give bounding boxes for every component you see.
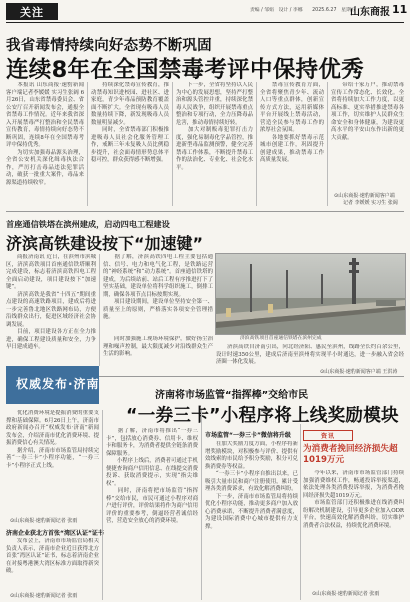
story1-body-col2: 持续深化禁毒宣传教育，推动禁毒知识进校园、进社区、进家庭，青少年毒品预防教育覆盖面不断扩大。全省现有吸毒人员数量持续下降，新发现吸毒人员数量明显减少。 同时，全省禁毒部门积极推进吸毒人员社会化服务管理工作，戒断三年未复吸人员比例稳步提升，社会面毒情形势总体平稳可控，群众获得感不断增强。	[91, 82, 169, 163]
story1-body-col5: 带给千家万户，推动禁毒宣传工作常态化、长效化。全省将持续加大工作力度，以更高标准、更实举措推进禁毒各项工作，切实维护人民群众生命安全和身体健康，为建设更高水平的平安山东作出新的更大贡献。	[331, 82, 404, 141]
story1-body-col3: 下一步，全省将坚持以人民为中心的发展思想，坚持严打整治和源头管控并重，持续深化禁毒人民战争，组织开展禁毒重点整治和专项行动，全力压降毒品危害，推动毒情持续好转。 加大对制贩毒犯罪打击力度，强化易制毒化学品管控，推进新型毒品监测预警，健全完善禁毒工作体系，不断提升禁毒工作的法治化、专业化、社会化水平。	[176, 82, 253, 171]
story2-body-col2b: 同时加强施工现场环境保护，做好扬尘治理和噪声控制，最大限度减少对沿线群众生产生活的影响。	[103, 336, 213, 357]
railway-photo-caption: 济滨高铁项目首座通信铁塔在滨州完成	[240, 336, 322, 341]
story3-kicker: 济南将市场监管“指挥棒”交给市民	[155, 390, 309, 401]
section-tag-label: 权威发布·济南	[16, 377, 100, 391]
sidebar-tag: 资讯	[303, 430, 353, 441]
story3-left-body2: 发布会上，济南市市场监管局相关负责人表示，济南市企业近日获得北方首张“湾区认证”证书，标志着济南企业在对接粤港澳大湾区标准方面取得新突破。	[6, 538, 99, 574]
story3-left-body: 优化消费环境是提振消费的重要支撑和基础保障。6月26日上午，济南市政府新闻办召开“权威发布·济南”新闻发布会，介绍济南市优化消费环境、提振消费信心有关情况。 据介绍，济南市市场监管局持续完善“一券三卡”小程序功能，“一券三卡”小程序正式上线。	[6, 410, 99, 469]
story1-credit-line1: ⊙山东商报·速豹新闻客户端	[334, 193, 395, 199]
newspaper-brand: 山东商报	[350, 7, 390, 18]
story3-subhead-a: 市场监管“一券三卡”微信将升级	[205, 432, 291, 439]
page-number: 11	[392, 3, 408, 16]
story1-credit-line2: 记者 李媛媛 实习生 张阔	[343, 200, 398, 206]
story2-body-col1: 商报济南讯 近日，在滨州市滨城区，济滨高铁项目首座通信铁塔顺利完成建设，标志着济滨高铁四电工程全面启动建设，项目建设按下“加速键”。 济滨高铁是我省“十四五”期间重点建设的高速铁路项目，建成后将进一步完善鲁北地区铁路网布局，方便沿线群众出行，促进区域经济社会协调发展。 目前，项目建设各方正在全力推进，确保工程建设质量和安全，力争早日建成通车。	[6, 254, 96, 350]
story2-kicker: 首座通信铁塔在滨州建成，启动四电工程建设	[6, 219, 170, 229]
story1-body-col1: 本报讯 山东商报·速豹新闻客户端记者李媛媛 实习生张阔 6月26日，山东省禁毒委员会、省公安厅召开新闻发布会，通报全省禁毒工作情况。近年来我省深入开展禁毒严打整治和全民禁毒宣传教育，毒情持续向好态势不断巩固，连续8年在全国禁毒考评中保持优秀。 为切实加强毒品源头治理，全省公安机关深化缉毒执法合作，严厉打击毒品违法犯罪活动，破获一批重大案件，毒品来源渠道持续收窄。	[6, 82, 84, 186]
story1-headline: 连续8年在全国禁毒考评中保持优秀	[6, 57, 364, 83]
section-tag-authority	[6, 366, 99, 404]
story2-body-col2: 据了解，济滨高铁四电工程主要包括通信、信号、电力和电气化工程，是铁路运营的“神经系统”和“动力系统”。首座通信铁塔的建成，为后续站前、站后工程有序推进打下了坚实基础，建设单位将科学组织施工，倒排工期，确保各项节点目标按期实现。 项目建设期间，建设单位坚持安全第一、质量至上的原则，严格落实各项安全管理措施。	[103, 254, 213, 320]
sidebar-headline: 为消费者挽回经济损失超1019万元	[303, 444, 398, 465]
sidebar-body: 今年以来，济南市市场监管部门持续加强消费维权工作，畅通投诉举报渠道，依法处理各类消费投诉举报，为消费者挽回经济损失超1019万元。 市场监管部门还积极推进在线消费纠纷解决机制建设，引导更多企业加入ODR平台，快速高效化解消费纠纷，切实维护消费者合法权益，持续优化消费环境。	[303, 470, 404, 529]
story1-kicker: 我省毒情持续向好态势不断巩固	[6, 38, 212, 54]
story3-right-body: 在加大奖励力度方面，小程序将新增奖励模块，对积极参与评价、提供有效线索的市民给予积分奖励，积分可兑换消费券等权益。 “一券三卡”小程序自推出以来，已吸引大量市民和商户注册使用，累计受理各类消费诉求，有效化解消费纠纷。 下一步，济南市市场监管局将持续优化小程序功能，推动更多商户加入放心消费承诺，不断提升消费者满意度，为建设国际消费中心城市提供有力支撑。	[205, 441, 298, 530]
railway-photo	[215, 253, 406, 335]
story3-headline: “一券三卡”小程序将上线奖励模块	[126, 406, 399, 426]
story2-headline: 济滨高铁建设按下“加速键”	[6, 234, 204, 253]
page-meta: 责编 / 邹娟 设计 / 李娜 2025.6.27 星期五	[250, 8, 356, 13]
story3-mid-body: 据了解，济南市将推出“一券三卡”，包括放心消费券、信用卡、维权卡和服务卡，为消费者提供全链条消费保障服务。 小程序上线后，消费者可通过手机便捷查询商户信用信息、在线提交消费投诉、获取消费提示，实现“指尖维权”。 同时，济南将把市场监管“指挥棒”交给市民，市民可通过小程序对商户进行评价，评价结果将作为商户信用评价的重要参考，倒逼经营者诚信经营，营造安全放心的消费环境。	[106, 428, 198, 524]
section-label: 关注	[6, 3, 58, 20]
story3-left-credit: ⊙山东商报·速豹新闻记者 张雨	[10, 518, 78, 524]
story2-body-col3: 济滨高铁自济南引出，向北经济阳、惠民至滨州，线路全长约百余公里，设计时速350公里，建成后济南至滨州将实现半小时通达，进一步融入省会经济圈一体化发展。	[216, 344, 404, 365]
sidebar-credit: ⊙山东商报·速豹新闻记者 张雨	[312, 591, 380, 597]
story1-body-col4: 禁毒宣传教育方面，全省将聚焦青少年、流动人口等重点群体，创新宣传方式方法，运用新媒体平台开展线上禁毒活动，营造全民参与禁毒工作的浓厚社会氛围。 各地要抓好禁毒示范城市创建工作，巩固提升创建成果，推动禁毒工作高质量发展。	[260, 82, 324, 163]
story3-bottom-left-credit: ⊙山东商报·速豹新闻记者 张雨	[10, 593, 78, 599]
story3-left-subhead: 济南企业获北方首张“湾区认证”证书	[6, 530, 104, 537]
story2-credit: ⊙山东商报·速豹新闻客户端 王洪涛	[320, 369, 398, 375]
header-rule	[6, 22, 404, 23]
